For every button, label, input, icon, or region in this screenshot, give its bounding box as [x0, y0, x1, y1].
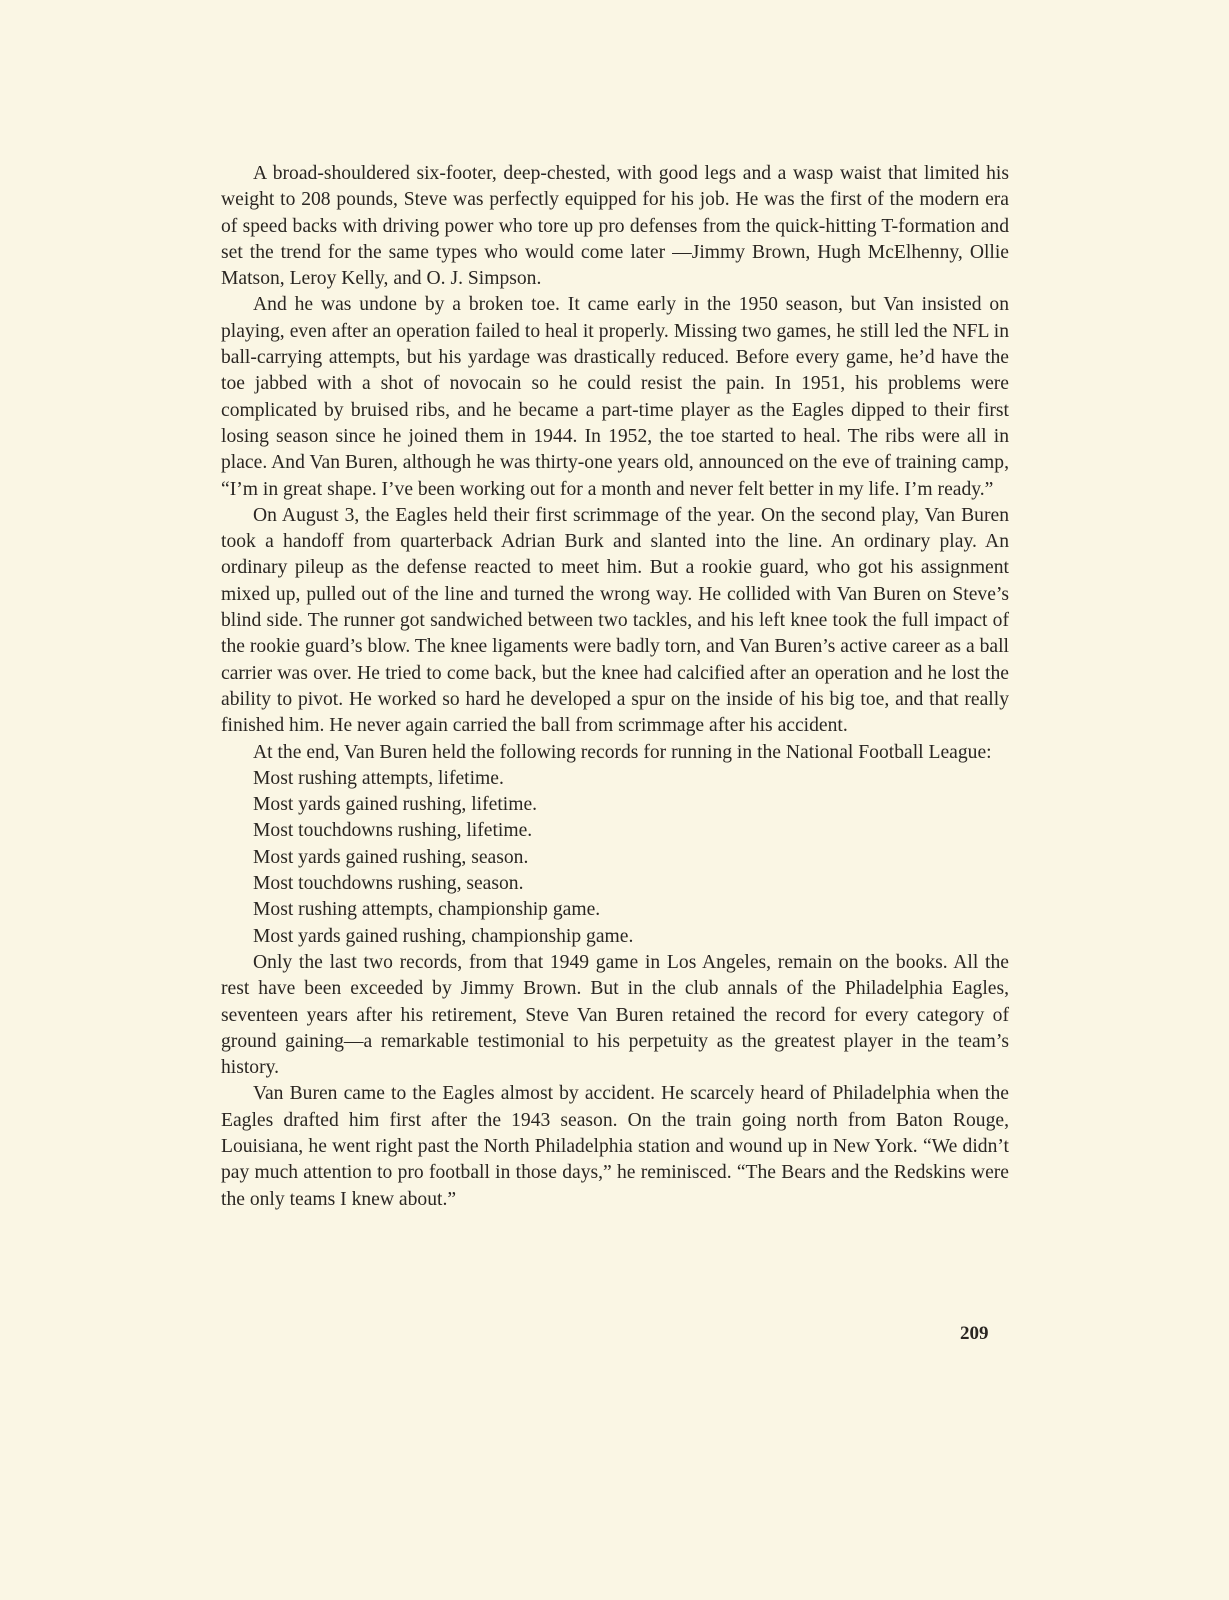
record-item: Most touchdowns rushing, season. [253, 873, 524, 895]
records-list [221, 766, 1009, 950]
paragraph: Only the last two records, from that 1949 game in Los Angeles, remain on the books. All the rest have been exceeded by Jimmy Brown. But in the club annals of the Philadelphia Eagles, seventeen years after his retirement, Steve Van Buren retained the record for every category of ground gaining—a remarkable testimonial to his perpetuity as the greatest player in the team’s history. [221, 951, 1009, 1079]
record-item: Most yards gained rushing, lifetime. [253, 794, 538, 816]
paragraph: Van Buren came to the Eagles almost by accident. He scarcely heard of Philadelphia when the Eagles drafted him first after the 1943 season. On the train going north from Baton Rouge, Louisiana, he went right past the North Philadelphia station and wound up in New York. “We didn’t pay much attention to pro football in those days,” he reminisced. “The Bears and the Redskins were the only teams I knew about.” [221, 1083, 1009, 1210]
record-item: Most rushing attempts, lifetime. [253, 767, 504, 789]
paragraph: At the end, Van Buren held the following records for running in the National Football League: [253, 741, 992, 763]
record-item: Most rushing attempts, championship game. [253, 899, 601, 921]
body-text [221, 161, 1009, 1213]
paragraph: On August 3, the Eagles held their first scrimmage of the year. On the second play, Van Buren took a handoff from quarterback Adrian Burk and slanted into the line. An ordinary play. An ordinary pileup as the defense reacted to meet him. But a rookie guard, who got his assignment mixed up, pulled out of the line and turned the wrong way. He collided with Van Buren on Steve’s blind side. The runner got sandwiched between two tackles, and his left knee took the full impact of the rookie guard’s blow. The knee ligaments were badly torn, and Van Buren’s active career as a ball carrier was over. He tried to come back, but the knee had calcified after an operation and he lost the ability to pivot. He worked so hard he developed a spur on the inside of his big toe, and that really finished him. He never again carried the ball from scrimmage after his accident. [221, 504, 1009, 737]
record-item: Most yards gained rushing, championship game. [253, 925, 634, 947]
page-number: 209 [960, 1323, 989, 1344]
paragraph: A broad-shouldered six-footer, deep-chested, with good legs and a wasp waist that limited his weight to 208 pounds, Steve was perfectly equipped for his job. He was the first of the modern era of speed backs with driving power who tore up pro defenses from the quick-hitting T-formation and set the trend for the same types who would come later —Jimmy Brown, Hugh McElhenny, Ollie Matson, Leroy Kelly, and O. J. Simpson. [221, 163, 1009, 290]
record-item: Most yards gained rushing, season. [253, 846, 529, 868]
paragraph: And he was undone by a broken toe. It came early in the 1950 season, but Van insisted on playing, even after an operation failed to heal it properly. Missing two games, he still led the NFL in ball-carrying attempts, but his yardage was drastically reduced. Before every game, he’d have the toe jabbed with a shot of novocain so he could resist the pain. In 1951, his problems were complicated by bruised ribs, and he became a part-time player as the Eagles dipped to their first losing season since he joined them in 1944. In 1952, the toe started to heal. The ribs were all in place. And Van Buren, although he was thirty-one years old, announced on the eve of training camp, “I’m in great shape. I’ve been working out for a month and never felt better in my life. I’m ready.” [221, 294, 1009, 500]
record-item: Most touchdowns rushing, lifetime. [253, 820, 533, 842]
